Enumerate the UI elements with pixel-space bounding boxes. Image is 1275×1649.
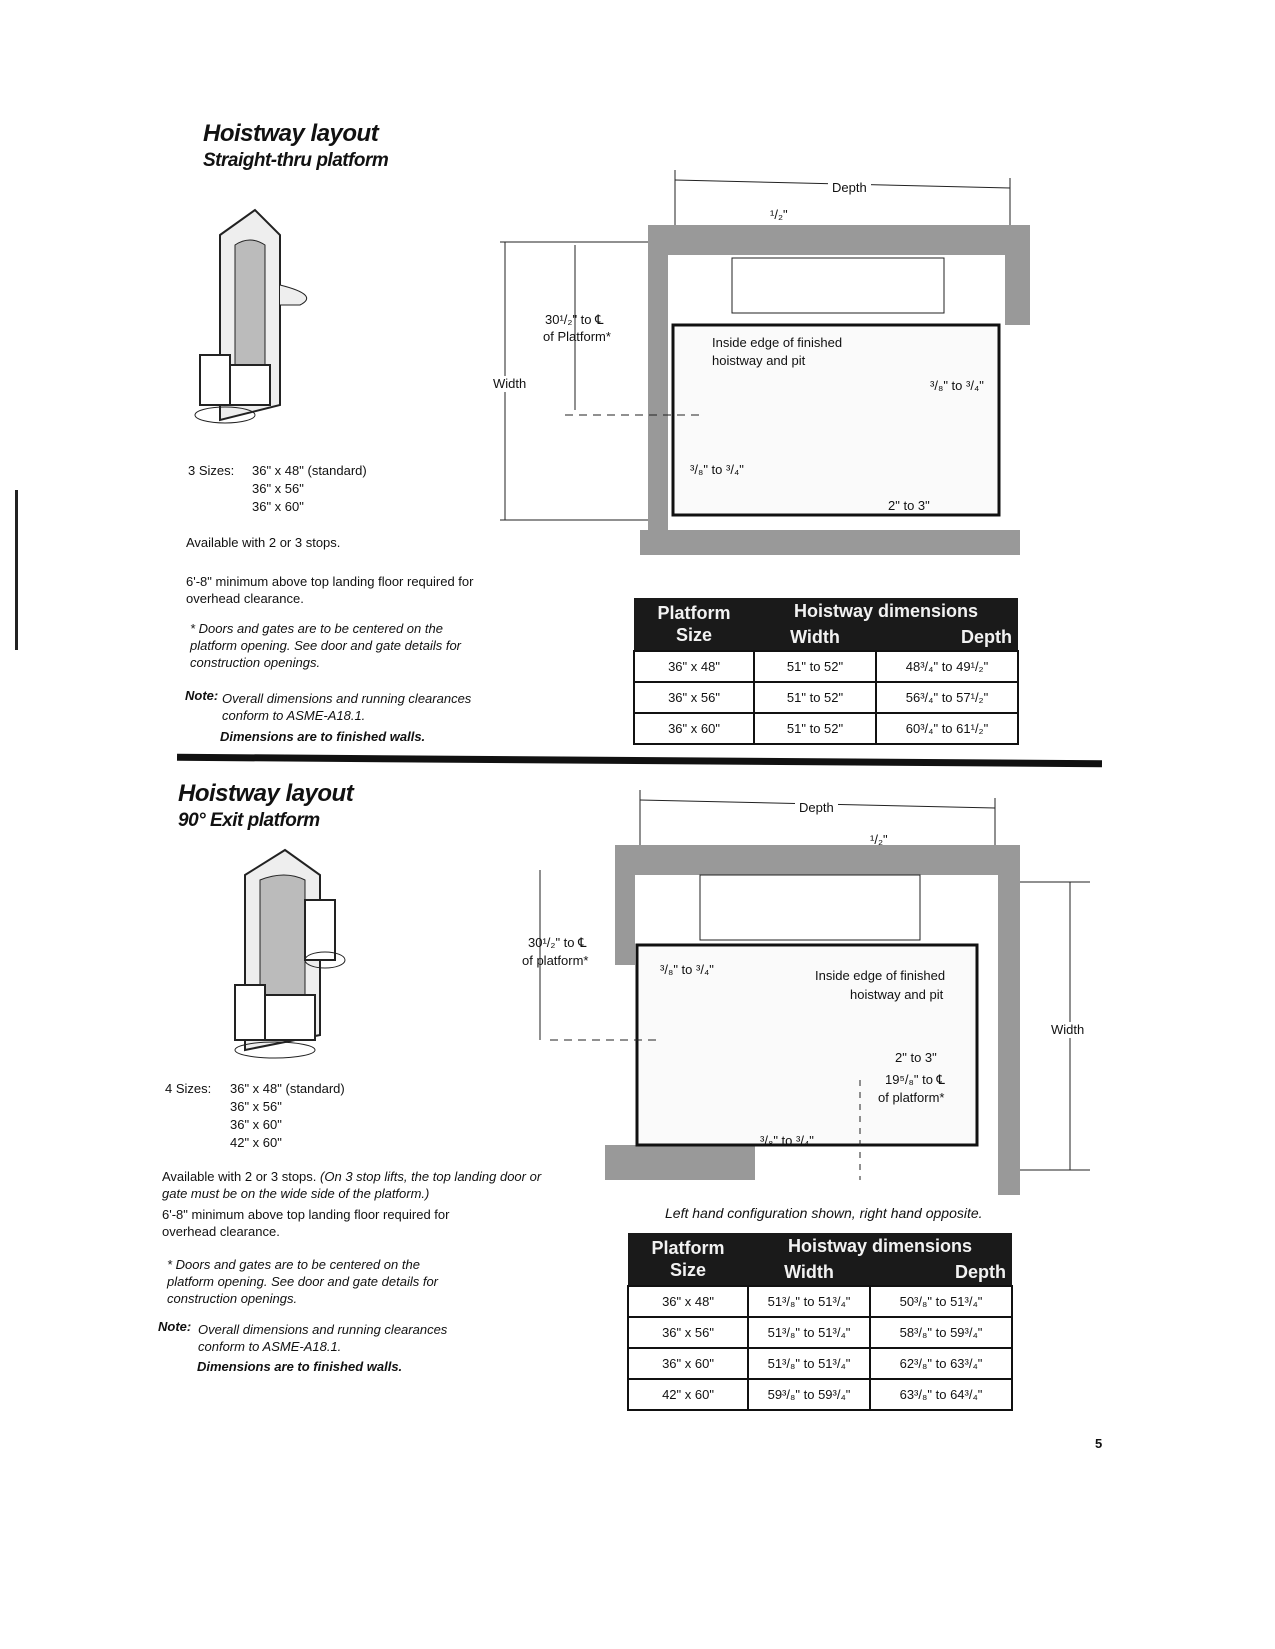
lift-illustration xyxy=(215,845,355,1065)
cell: 51³/₈" to 51³/₄" xyxy=(748,1317,870,1348)
section2-subtitle: 90° Exit platform xyxy=(178,810,320,831)
cell: 48³/₄" to 49¹/₂" xyxy=(876,651,1018,682)
inside-edge-label-2: hoistway and pit xyxy=(850,987,944,1002)
half-inch-label: ¹/₂" xyxy=(870,832,888,847)
inside-edge-label: Inside edge of finished xyxy=(815,968,946,983)
cell: 51" to 52" xyxy=(754,682,876,713)
note-text: Overall dimensions and running clearances conform to ASME-A18.1. xyxy=(222,691,472,723)
table-row xyxy=(634,713,1018,744)
sizes-label: 3 Sizes: xyxy=(188,463,235,478)
clearance-right-label: ³/₈" to ³/₄" xyxy=(930,378,984,393)
header-platform: Platform xyxy=(651,1238,725,1258)
center-label-2: of platform* xyxy=(522,953,589,968)
dimensions-table-1 xyxy=(633,598,1019,745)
header-platform: Platform xyxy=(657,603,731,623)
note-bold: Dimensions are to finished walls. xyxy=(220,729,426,744)
cell: 50³/₈" to 51³/₄" xyxy=(870,1286,1012,1317)
stops-text: Available with 2 or 3 stops. xyxy=(186,535,341,550)
cell: 59³/₈" to 59³/₄" xyxy=(748,1379,870,1410)
stops-italic: (On 3 stop lifts, the top landing door or gate must be on the wide side of the platform.) xyxy=(162,1169,542,1201)
page-number: 5 xyxy=(1095,1436,1103,1451)
configuration-caption: Left hand configuration shown, right hand opposite. xyxy=(665,1205,983,1221)
overhead-text: 6'-8" minimum above top landing floor required for overhead clearance. xyxy=(186,574,474,606)
clearance-left-label: ³/₈" to ³/₄" xyxy=(660,962,714,977)
doors-note: * Doors and gates are to be centered on the platform opening. See door and gate details for construction openings. xyxy=(167,1257,439,1306)
half-inch-label: ¹/₂" xyxy=(770,207,788,222)
overhead-text: 6'-8" minimum above top landing floor required for overhead clearance. xyxy=(162,1207,450,1239)
stops-main: Available with 2 or 3 stops. xyxy=(162,1169,317,1184)
cell: 36" x 48" xyxy=(628,1286,748,1317)
hoistway-diagram-1 xyxy=(490,170,1050,580)
size-item: 36" x 56" xyxy=(230,1099,282,1114)
table-row xyxy=(634,682,1018,713)
inside-edge-label-2: hoistway and pit xyxy=(712,353,806,368)
clearance-bottom-label: ³/₈" to ³/₄" xyxy=(760,1133,814,1148)
cell: 51" to 52" xyxy=(754,651,876,682)
note-label: Note: xyxy=(185,688,219,703)
doors-note: * Doors and gates are to be centered on the platform opening. See door and gate details for construction openings. xyxy=(190,621,462,670)
lift-illustration xyxy=(180,205,330,435)
clearance-left-label: ³/₈" to ³/₄" xyxy=(690,462,744,477)
header-width: Width xyxy=(754,624,876,651)
cell: 36" x 60" xyxy=(628,1348,748,1379)
section1-subtitle: Straight-thru platform xyxy=(203,150,389,171)
size-item: 36" x 48" (standard) xyxy=(252,463,367,478)
size-item: 42" x 60" xyxy=(230,1135,282,1150)
table-row xyxy=(634,651,1018,682)
cell: 58³/₈" to 59³/₄" xyxy=(870,1317,1012,1348)
cell: 36" x 48" xyxy=(634,651,754,682)
note-text: Overall dimensions and running clearances conform to ASME-A18.1. xyxy=(198,1322,448,1354)
size-item: 36" x 48" (standard) xyxy=(230,1081,345,1096)
header-depth: Depth xyxy=(876,624,1018,651)
scan-edge-mark xyxy=(15,490,18,650)
sizes-label: 4 Sizes: xyxy=(165,1081,212,1096)
stops-text xyxy=(162,1168,542,1202)
table-row xyxy=(628,1348,1012,1379)
cell: 63³/₈" to 64³/₄" xyxy=(870,1379,1012,1410)
section2-title: Hoistway layout xyxy=(178,780,354,807)
header-size: Size xyxy=(669,1260,707,1280)
depth-label: Depth xyxy=(795,800,838,816)
note-label: Note: xyxy=(158,1319,192,1334)
note-bold: Dimensions are to finished walls. xyxy=(197,1359,403,1374)
cell: 51³/₈" to 51³/₄" xyxy=(748,1348,870,1379)
gap-label: 2" to 3" xyxy=(895,1050,937,1065)
section1-title: Hoistway layout xyxy=(203,120,379,147)
section-divider xyxy=(177,754,1102,767)
cell: 62³/₈" to 63³/₄" xyxy=(870,1348,1012,1379)
table-row xyxy=(628,1379,1012,1410)
cell: 60³/₄" to 61¹/₂" xyxy=(876,713,1018,744)
header-size: Size xyxy=(675,625,713,645)
header-hoistway: Hoistway dimensions xyxy=(748,1233,1012,1259)
inside-edge-label: Inside edge of finished xyxy=(712,335,843,350)
size-item: 36" x 60" xyxy=(252,499,304,514)
cell: 42" x 60" xyxy=(628,1379,748,1410)
width-label: Width xyxy=(1051,1022,1085,1037)
header-hoistway: Hoistway dimensions xyxy=(754,598,1018,624)
table-row xyxy=(628,1317,1012,1348)
cell: 56³/₄" to 57¹/₂" xyxy=(876,682,1018,713)
header-depth: Depth xyxy=(870,1259,1012,1286)
center-label: 30¹/₂" to ℄ xyxy=(528,935,587,950)
center-bottom-label: 19⁵/₈" to ℄ xyxy=(885,1072,945,1087)
cell: 36" x 56" xyxy=(628,1317,748,1348)
header-width: Width xyxy=(748,1259,870,1286)
center-label: 30¹/₂" to ℄ xyxy=(545,312,604,327)
cell: 36" x 56" xyxy=(634,682,754,713)
center-label-2: of Platform* xyxy=(543,329,611,344)
table-row xyxy=(628,1286,1012,1317)
cell: 51" to 52" xyxy=(754,713,876,744)
dimensions-table-2 xyxy=(627,1233,1013,1411)
size-item: 36" x 56" xyxy=(252,481,304,496)
cell: 51³/₈" to 51³/₄" xyxy=(748,1286,870,1317)
size-item: 36" x 60" xyxy=(230,1117,282,1132)
width-label: Width xyxy=(493,376,527,391)
center-bottom-label-2: of platform* xyxy=(878,1090,945,1105)
cell: 36" x 60" xyxy=(634,713,754,744)
gap-label: 2" to 3" xyxy=(888,498,930,513)
depth-label: Depth xyxy=(828,180,871,196)
